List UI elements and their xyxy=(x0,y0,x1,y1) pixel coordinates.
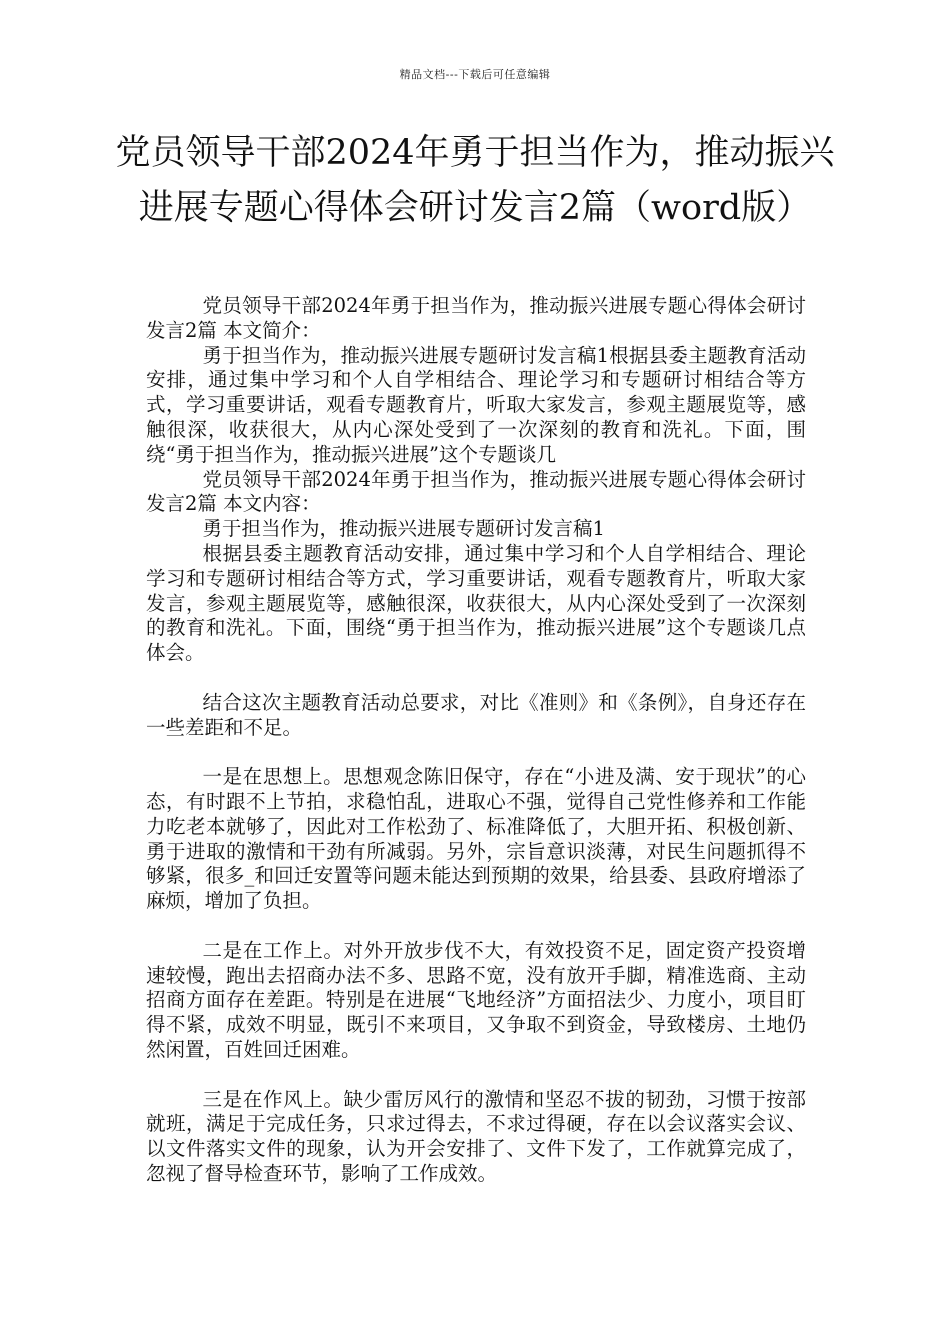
thought-paragraph: 一是在思想上。思想观念陈旧保守，存在“小进及满、安于现状”的心态，有时跟不上节拍，求稳怕乱，进取心不强，觉得自己党性修养和工作能力吃老本就够了，因此对工作松劲了、标准降低了，大胆开拓、积极创新、勇于进取的激情和干劲有所减弱。另外，宗旨意识淡薄，对民生问题抓得不够紧，很多_和回迁安置等问题未能达到预期的效果，给县委、县政府增添了麻烦，增加了负担。 xyxy=(146,765,806,913)
gap-intro-paragraph: 结合这次主题教育活动总要求，对比《准则》和《条例》，自身还存在一些差距和不足。 xyxy=(146,690,806,739)
content-heading-paragraph: 党员领导干部2024年勇于担当作为，推动振兴进展专题心得体会研讨发言2篇 本文内容： xyxy=(146,467,806,516)
document-title: 党员领导干部2024年勇于担当作为，推动振兴进展专题心得体会研讨发言2篇（word版） xyxy=(115,133,835,228)
opening-paragraph: 根据县委主题教育活动安排，通过集中学习和个人自学相结合、理论学习和专题研讨相结合等方式，学习重要讲话，观看专题教育片，听取大家发言，参观主题展览等，感触很深，收获很大，从内心深处受到了一次深刻的教育和洗礼。下面，围绕“勇于担当作为，推动振兴进展”这个专题谈几点体会。 xyxy=(146,541,806,665)
document-body xyxy=(146,294,806,1187)
intro-summary-paragraph: 党员领导干部2024年勇于担当作为，推动振兴进展专题心得体会研讨发言2篇 本文简介： xyxy=(146,294,806,342)
page-header: 精品文档---下载后可任意编辑 xyxy=(399,68,551,81)
work-paragraph: 二是在工作上。对外开放步伐不大，有效投资不足，固定资产投资增速较慢，跑出去招商办法不多、思路不宽，没有放开手脚，精准选商、主动招商方面存在差距。特别是在进展“飞地经济”方面招法少、力度小，项目盯得不紧，成效不明显，既引不来项目，又争取不到资金，导致楼房、土地仍然闲置，百姓回迁困难。 xyxy=(146,938,806,1061)
summary-paragraph: 勇于担当作为，推动振兴进展专题研讨发言稿1根据县委主题教育活动安排，通过集中学习和个人自学相结合、理论学习和专题研讨相结合等方式，学习重要讲话，观看专题教育片，听取大家发言，参观主题展览等，感触很深，收获很大，从内心深处受到了一次深刻的教育和洗礼。下面，围绕“勇于担当作为，推动振兴进展”这个专题谈几 xyxy=(146,343,806,466)
style-paragraph: 三是在作风上。缺少雷厉风行的激情和坚忍不拔的韧劲，习惯于按部就班，满足于完成任务，只求过得去，不求过得硬，存在以会议落实会议、以文件落实文件的现象，认为开会安排了、文件下发了，工作就算完成了，忽视了督导检查环节，影响了工作成效。 xyxy=(146,1087,806,1185)
speech-title-paragraph: 勇于担当作为，推动振兴进展专题研讨发言稿1 xyxy=(202,517,605,541)
